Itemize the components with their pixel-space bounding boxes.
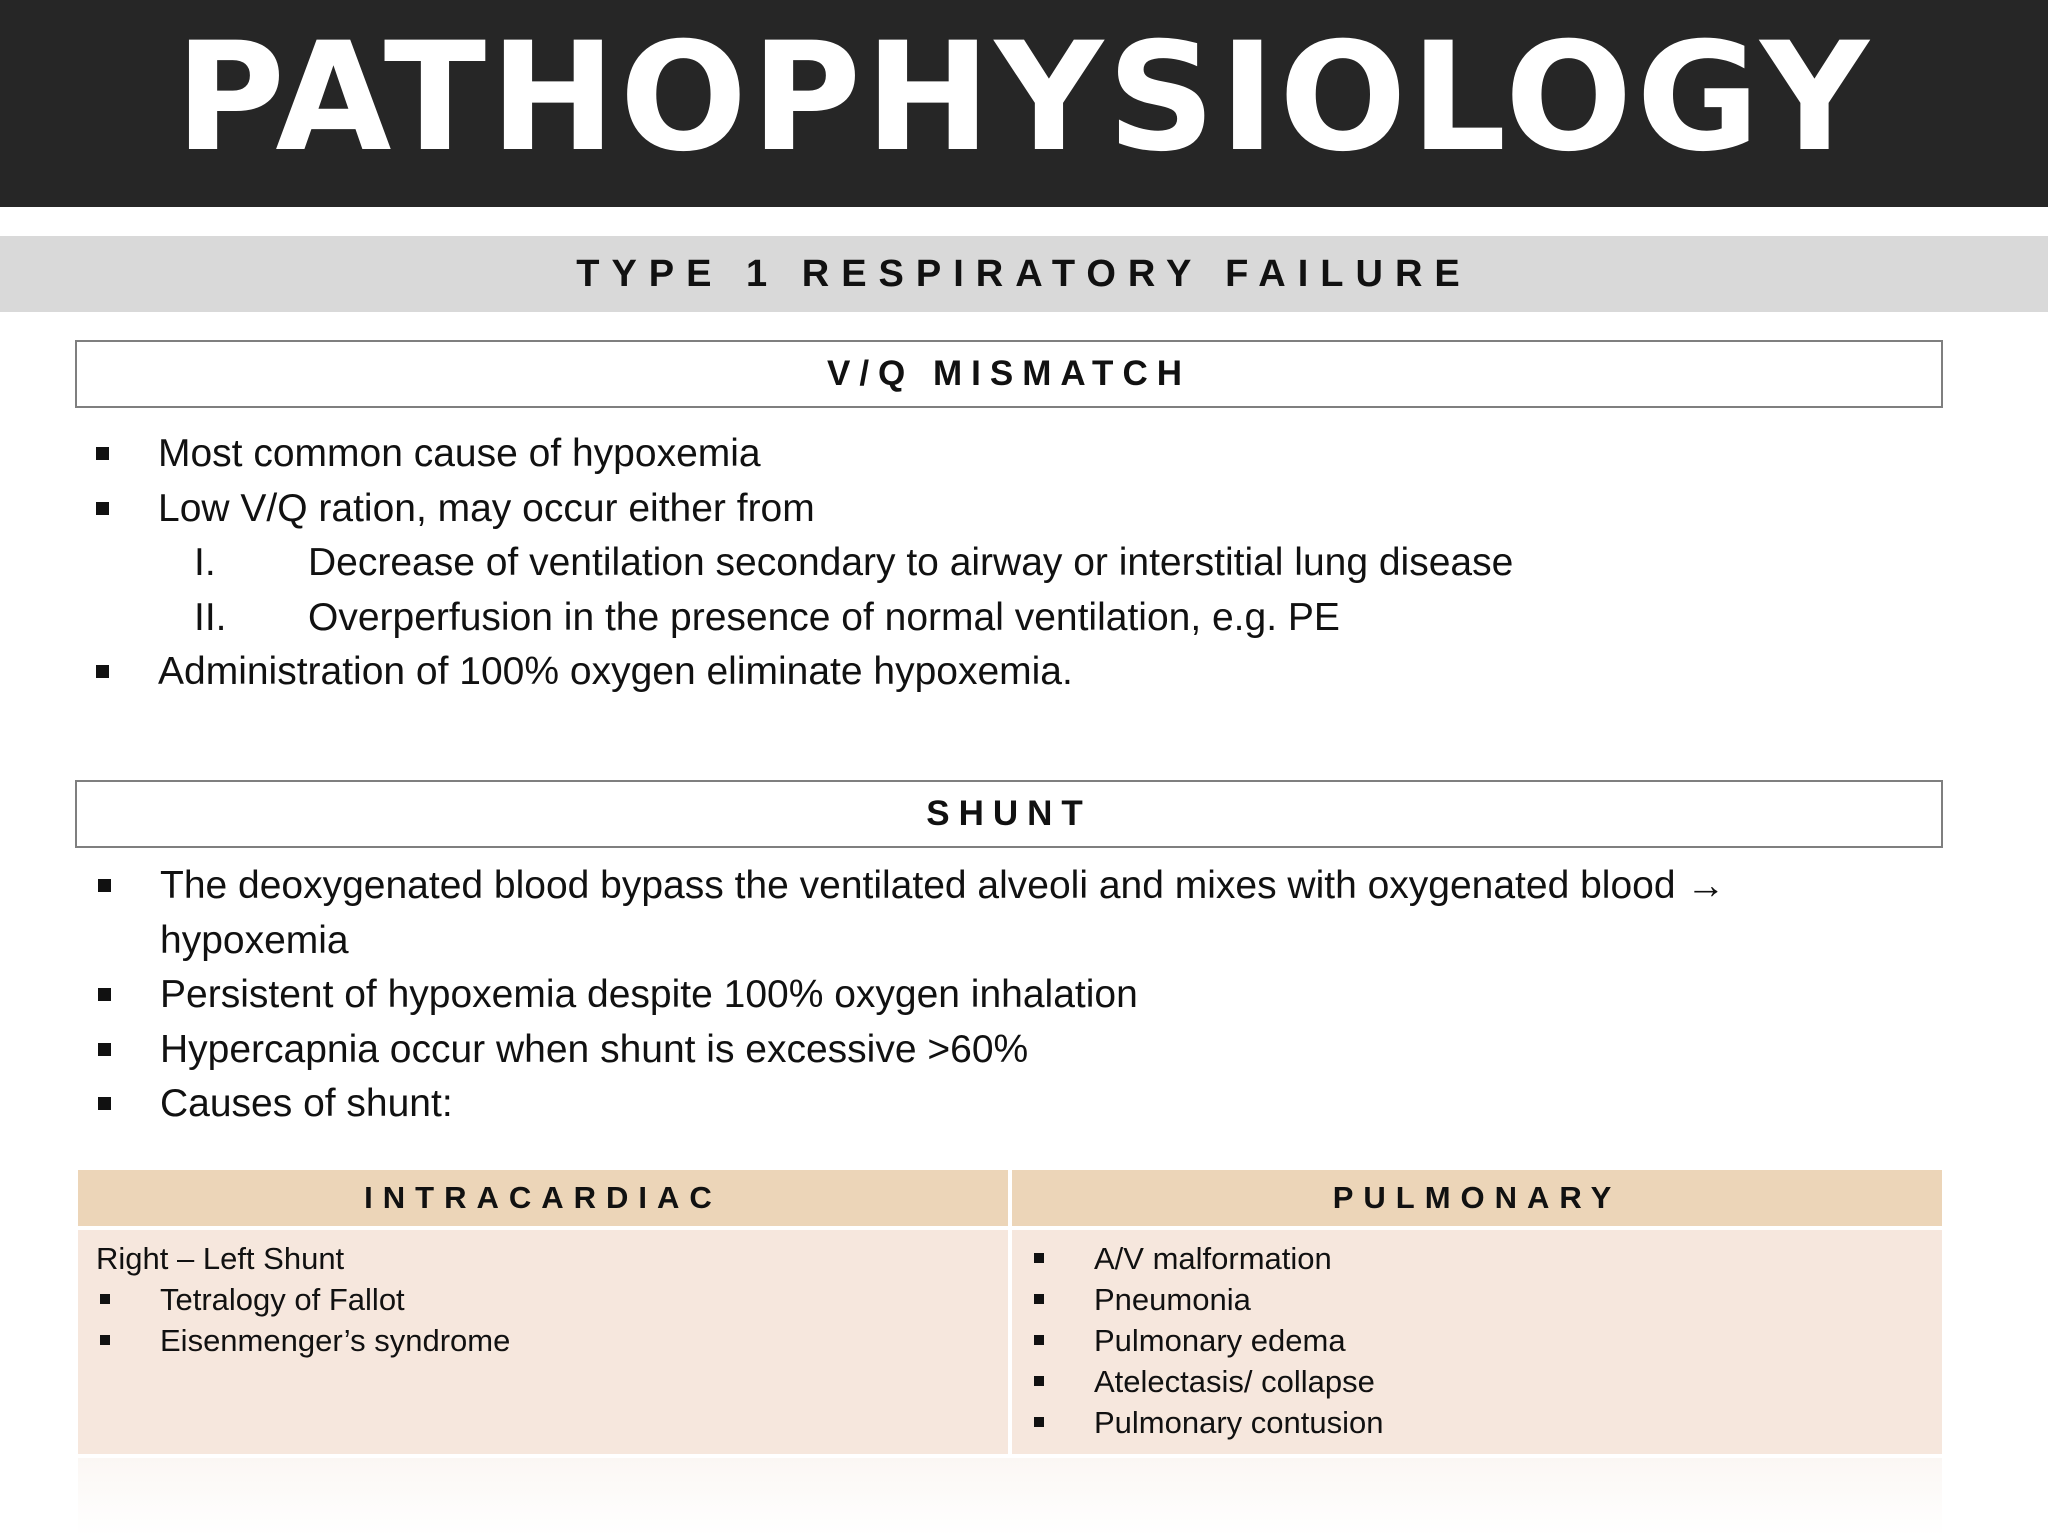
bullet-square-icon <box>1034 1294 1044 1304</box>
list-item: Hypercapnia occur when shunt is excessive >60% <box>98 1023 1938 1078</box>
bullet-square-icon <box>98 1097 111 1110</box>
bullet-square-icon <box>98 988 111 1001</box>
intracardiac-body <box>78 1230 1008 1454</box>
bullet-square-icon <box>96 502 109 515</box>
bullet-square-icon <box>1034 1335 1044 1345</box>
vq-mismatch-heading: V/Q MISMATCH <box>826 354 1191 393</box>
subtitle-bar <box>0 236 2048 312</box>
intracardiac-column <box>78 1170 1008 1454</box>
bullet-square-icon <box>98 879 111 892</box>
bullet-square-icon <box>1034 1376 1044 1386</box>
shunt-heading: SHUNT <box>926 794 1092 833</box>
sub-list-item: I. Decrease of ventilation secondary to airway or interstitial lung disease <box>194 541 1514 584</box>
list-item: A/V malformation <box>1030 1238 1924 1279</box>
pulmonary-header: PULMONARY <box>1012 1170 1942 1226</box>
intracardiac-intro: Right – Left Shunt <box>96 1241 345 1276</box>
list-item: Eisenmenger’s syndrome <box>96 1320 990 1361</box>
list-item: The deoxygenated blood bypass the ventilated alveoli and mixes with oxygenated blood → <box>98 859 1938 914</box>
footer-shade <box>78 1458 1942 1536</box>
shunt-heading-box <box>75 780 1943 848</box>
list-item: Pulmonary edema <box>1030 1320 1924 1361</box>
bullet-square-icon <box>100 1335 110 1345</box>
page-title: PATHOPHYSIOLOGY <box>175 10 1873 185</box>
list-item: Pneumonia <box>1030 1279 1924 1320</box>
pulmonary-body <box>1012 1230 1942 1454</box>
vq-mismatch-list <box>96 427 1936 700</box>
sub-list-item: II. Overperfusion in the presence of normal ventilation, e.g. PE <box>194 595 1340 639</box>
intracardiac-header: INTRACARDIAC <box>78 1170 1008 1226</box>
bullet-square-icon <box>96 665 109 678</box>
list-item: Tetralogy of Fallot <box>96 1279 990 1320</box>
list-item: Administration of 100% oxygen eliminate hypoxemia. <box>96 645 1936 700</box>
bullet-square-icon <box>1034 1417 1044 1427</box>
bullet-square-icon <box>1034 1253 1044 1263</box>
vq-mismatch-heading-box <box>75 340 1943 408</box>
bullet-square-icon <box>98 1043 111 1056</box>
pulmonary-column <box>1012 1170 1942 1454</box>
list-item: Persistent of hypoxemia despite 100% oxygen inhalation <box>98 968 1938 1023</box>
list-item: Pulmonary contusion <box>1030 1402 1924 1443</box>
list-item-continuation: hypoxemia <box>160 918 349 962</box>
causes-table <box>78 1170 1942 1454</box>
list-item: Causes of shunt: <box>98 1077 1938 1132</box>
bullet-square-icon <box>100 1294 110 1304</box>
list-item: Atelectasis/ collapse <box>1030 1361 1924 1402</box>
shunt-list <box>98 859 1938 1132</box>
list-item: Low V/Q ration, may occur either from <box>96 482 1936 537</box>
page-subtitle: TYPE 1 RESPIRATORY FAILURE <box>576 252 1472 295</box>
intracardiac-list <box>96 1279 990 1361</box>
list-item: Most common cause of hypoxemia <box>96 427 1936 482</box>
pulmonary-list <box>1030 1238 1924 1443</box>
title-bar <box>0 0 2048 207</box>
bullet-square-icon <box>96 447 109 460</box>
